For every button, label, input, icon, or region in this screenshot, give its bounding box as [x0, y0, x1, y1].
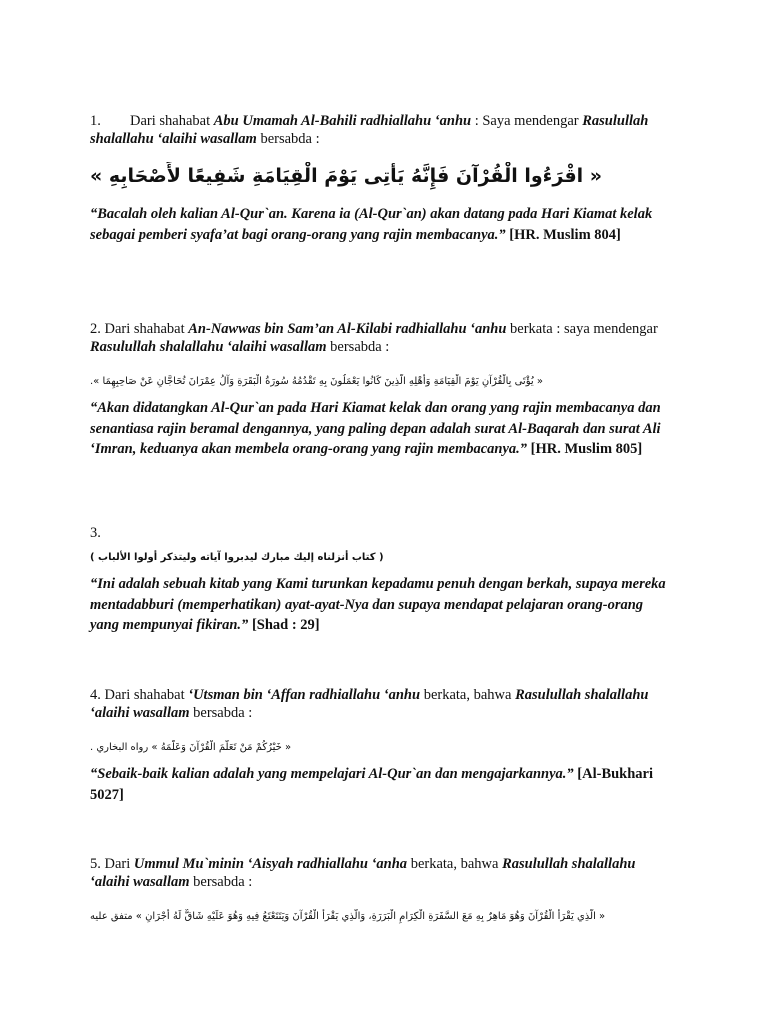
arabic-text: « اقْرَءُوا الْقُرْآنَ فَإِنَّهُ يَأْتِى يَوْمَ الْقِيَامَةِ شَفِيعًا لأَصْحَابِهِ » [90, 165, 603, 187]
hadith-reference: [Al-Bukhari 5027] [90, 766, 654, 803]
narrator-name: An-Nawwas bin Sam’an Al-Kilabi radhiallahu ‘anhu [188, 321, 507, 337]
quran-section-3 [90, 524, 670, 636]
section-lead [90, 320, 670, 356]
connector-text: : Saya mendengar [471, 113, 583, 129]
intro-text: Dari [104, 856, 131, 872]
translation-text [90, 204, 670, 245]
hadith-reference: [HR. Muslim 804] [505, 226, 621, 243]
connector-text: berkata, bahwa [420, 687, 516, 703]
narrator-name: Ummul Mu`minin ‘Aisyah radhiallahu ‘anha [133, 856, 408, 872]
prophet-name: Rasulullah shalallahu ‘alaihi wasallam [90, 856, 636, 890]
connector-text: berkata, bahwa [407, 856, 503, 872]
translation-text [90, 398, 670, 460]
hadith-section-5 [90, 855, 670, 925]
said-text: bersabda : [189, 705, 253, 721]
connector-text: berkata : saya mendengar [506, 321, 658, 337]
narrator-name: Abu Umamah Al-Bahili radhiallahu ‘anhu [213, 113, 472, 129]
section-number: 3. [90, 525, 101, 541]
narrator-name: ‘Utsman bin ‘Affan radhiallahu ‘anhu [188, 687, 421, 703]
hadith-section-1 [90, 112, 670, 245]
section-number: 2. [90, 321, 101, 337]
section-lead [90, 686, 670, 722]
said-text: bersabda : [326, 339, 390, 355]
translation-quote: “Ini adalah sebuah kitab yang Kami turunkan kepadamu penuh dengan berkah, supaya mereka mentadabburi (memperhatikan) ayat-ayat-Nya dan supaya mendapat pelajaran orang-orang yang mempunyai fikiran.” [90, 576, 666, 633]
section-number: 5. [90, 856, 101, 872]
arabic-text: « خَيْرُكُمْ مَنْ تَعَلَّمَ الْقُرْآنَ وَعَلَّمَهُ » رواه البخاري . [90, 742, 292, 753]
arabic-text: « يُؤْتَى بِالْقُرْآنِ يَوْمَ الْقِيَامَةِ وَأَهْلِهِ الَّذِينَ كَانُوا يَعْمَلُونَ بِهِ تَقْدُمُهُ سُورَةُ الْبَقَرَةِ وَآلُ عِمْرَانَ تُحَاجَّانِ عَنْ صَاحِبِهِمَا ». [90, 376, 543, 387]
hadith-section-2 [90, 320, 670, 460]
hadith-reference: [HR. Muslim 805] [527, 441, 643, 457]
intro-text: Dari shahabat [130, 113, 211, 129]
section-lead [90, 112, 670, 148]
hadith-section-4 [90, 686, 670, 805]
translation-text [90, 574, 670, 636]
said-text: bersabda : [256, 131, 320, 147]
said-text: bersabda : [189, 874, 253, 890]
arabic-text: « الَّذِي يَقْرَأُ الْقُرْآنَ وَهُوَ مَاهِرٌ بِهِ مَعَ السَّفَرَةِ الْكِرَامِ الْبَرَرَةِ، وَالَّذِي يَقْرَأُ الْقُرْآنَ وَيَتَتَعْتَعُ فِيهِ وَهُوَ عَلَيْهِ شَاقٌّ لَهُ أَجْرَانِ » متفق عليه [90, 911, 606, 922]
arabic-verse: ( كتاب أنزلناه إليك مبارك ليدبروا آياته وليتذكر أولوا الألباب ) [90, 552, 384, 563]
intro-text: Dari shahabat [104, 321, 185, 337]
translation-text [90, 764, 670, 805]
section-number: 4. [90, 687, 101, 703]
translation-quote: “Sebaik-baik kalian adalah yang mempelajari Al-Qur`an dan mengajarkannya.” [90, 766, 574, 782]
prophet-name: Rasulullah shalallahu ‘alaihi wasallam [90, 113, 649, 147]
translation-quote: “Bacalah oleh kalian Al-Qur`an. Karena ia (Al-Qur`an) akan datang pada Hari Kiamat kelak sebagai pemberi syafa’at bagi orang-orang yang rajin membacanya.” [90, 206, 653, 243]
translation-quote: “Akan didatangkan Al-Qur`an pada Hari Kiamat kelak dan orang yang rajin membacanya dan senantiasa rajin beramal dengannya, yang paling depan adalah surat Al-Baqarah dan surat Ali ‘Imran, keduanya akan membela orang-orang yang rajin membacanya.” [90, 400, 661, 457]
section-number: 1. [90, 113, 101, 129]
verse-reference: [Shad : 29] [248, 617, 320, 633]
prophet-name: Rasulullah shalallahu ‘alaihi wasallam [90, 339, 327, 355]
intro-text: Dari shahabat [104, 687, 185, 703]
section-lead [90, 855, 670, 891]
prophet-name: Rasulullah shalallahu ‘alaihi wasallam [90, 687, 649, 721]
